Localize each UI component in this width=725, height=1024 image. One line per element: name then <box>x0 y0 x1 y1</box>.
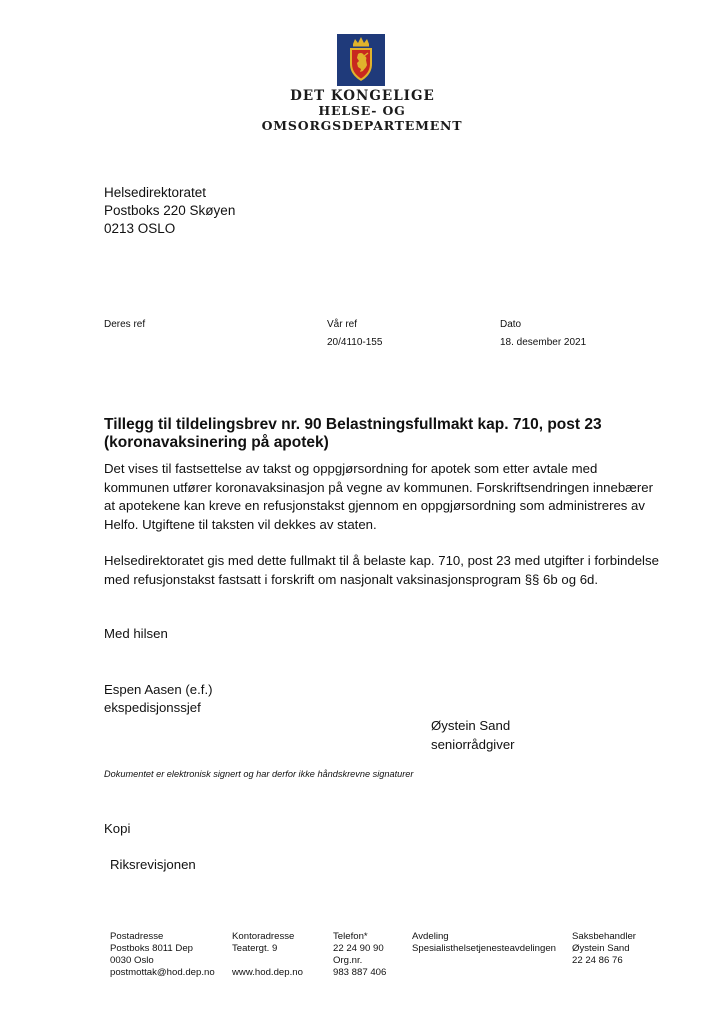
footer-postadresse <box>110 931 215 979</box>
body-paragraph-2: Helsedirektoratet gis med dette fullmakt til å belaste kap. 710, post 23 med utgifter i forbindelse med refusjonstakst fastsatt i forskrift om nasjonalt vaksinasjonsprogram §§ 6b og 6d. <box>104 553 659 587</box>
letter-title <box>104 416 644 452</box>
signature-note: Dokumentet er elektronisk signert og har derfor ikke håndskrevne signaturer <box>104 769 414 779</box>
letter-title-line1: Tillegg til tildelingsbrev nr. 90 Belastningsfullmakt kap. 710, post 23 <box>104 416 602 433</box>
footer-postadresse-line: 0030 Oslo <box>110 955 154 966</box>
footer-avdeling-label: Avdeling <box>412 931 449 942</box>
footer-avdeling-line: Spesialisthelsetjenesteavdelingen <box>412 943 557 954</box>
deres-ref-label: Deres ref <box>104 319 146 330</box>
dato-label: Dato <box>500 319 522 330</box>
signer2-name: Øystein Sand <box>431 718 511 733</box>
body-paragraph-1: Det vises til fastsettelse av takst og oppgjørsordning for apotek som etter avtale med kommunen utfører koronavaksinasjon på vegne av kommunen. Forskriftsendringen innebærer at apotekene kan kreve en refusjonstakst gjennom en oppgjørsordning som administreres av Helfo. Utgiftene til taksten vil dekkes av staten. <box>104 461 654 532</box>
footer-website-link[interactable]: www.hod.dep.no <box>232 967 303 978</box>
letter-title-line2: (koronavaksinering på apotek) <box>104 434 329 451</box>
recipient-name: Helsedirektoratet <box>104 185 207 200</box>
footer-saksbehandler-line: Øystein Sand <box>572 943 630 954</box>
greeting: Med hilsen <box>104 626 168 641</box>
footer-telefon-label: Telefon* <box>333 931 368 942</box>
signer1-name: Espen Aasen (e.f.) <box>104 682 213 697</box>
footer-telefon <box>333 931 386 979</box>
copy-recipient: Riksrevisjonen <box>110 857 196 872</box>
department-name-line2: HELSE- OG OMSORGSDEPARTEMENT <box>261 103 463 133</box>
footer-kontoradresse <box>232 931 303 979</box>
footer-postadresse-line: Postboks 8011 Dep <box>110 943 194 954</box>
footer-telefon-line: Org.nr. <box>333 955 363 966</box>
var-ref-label: Vår ref <box>327 319 358 330</box>
department-name-line1: DET KONGELIGE <box>290 88 435 104</box>
footer-saksbehandler-label: Saksbehandler <box>572 931 637 942</box>
footer-avdeling <box>412 931 556 955</box>
footer-email-link[interactable]: postmottak@hod.dep.no <box>110 967 215 978</box>
footer-saksbehandler-line: 22 24 86 76 <box>572 955 623 966</box>
footer-telefon-line: 22 24 90 90 <box>333 943 384 954</box>
footer-kontoradresse-label: Kontoradresse <box>232 931 295 942</box>
royal-crest-logo <box>337 34 385 86</box>
copy-label: Kopi <box>104 821 131 836</box>
dato-value: 18. desember 2021 <box>500 337 587 348</box>
recipient-postal: 0213 OSLO <box>104 221 176 236</box>
signer2-title: seniorrådgiver <box>431 737 515 752</box>
footer-kontoradresse-line <box>232 955 303 967</box>
var-ref-value: 20/4110-155 <box>327 337 383 348</box>
footer-postadresse-label: Postadresse <box>110 931 164 942</box>
footer-saksbehandler <box>572 931 636 967</box>
recipient-address <box>104 184 235 238</box>
footer-telefon-line: 983 887 406 <box>333 967 387 978</box>
signer1-title: ekspedisjonssjef <box>104 700 201 715</box>
footer-kontoradresse-line: Teatergt. 9 <box>232 943 278 954</box>
recipient-street: Postboks 220 Skøyen <box>104 203 236 218</box>
